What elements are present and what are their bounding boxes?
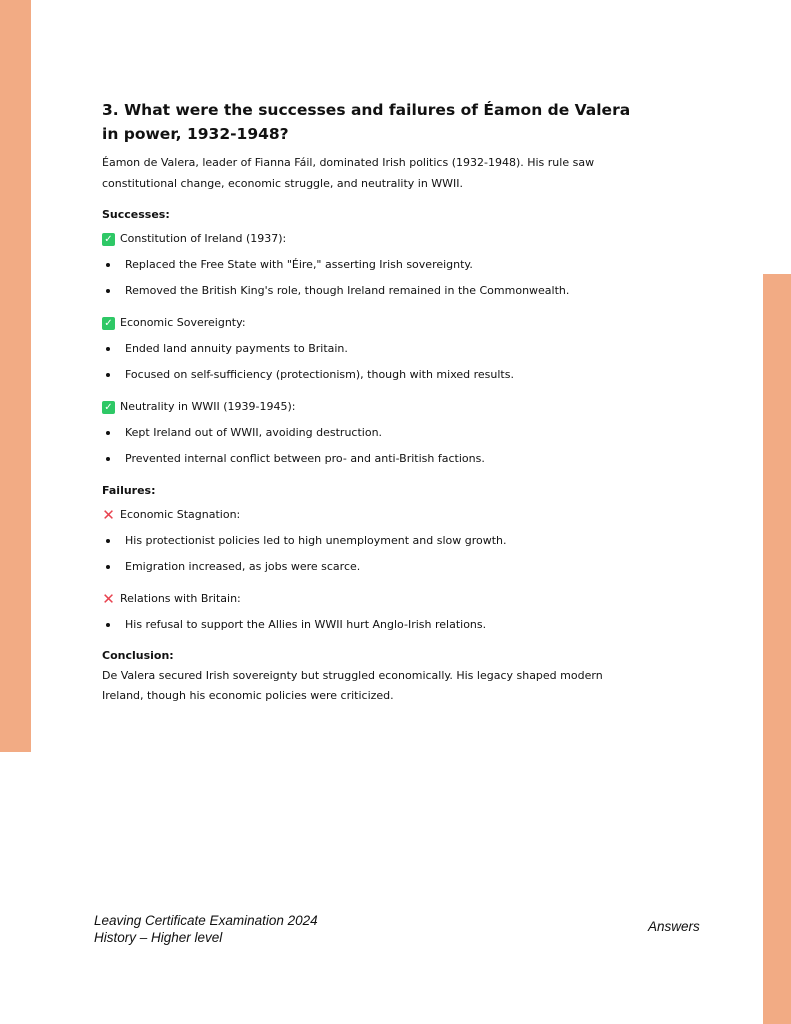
- success-item-header: [102, 312, 642, 334]
- footer-exam-line: Leaving Certificate Examination 2024: [94, 913, 318, 928]
- bullet-list: [102, 252, 642, 304]
- question-title: 3. What were the successes and failures of Éamon de Valera in power, 1932-1948?: [102, 101, 631, 143]
- bullet-list: [102, 336, 642, 388]
- list-item: Ended land annuity payments to Britain.: [102, 336, 642, 362]
- right-accent-bar: [763, 274, 791, 1024]
- footer-level-line: History – Higher level: [94, 930, 223, 945]
- bullet-list: [102, 528, 642, 580]
- list-item: His refusal to support the Allies in WWII hurt Anglo-Irish relations.: [102, 612, 642, 638]
- conclusion-text: De Valera secured Irish sovereignty but struggled economically. His legacy shaped modern Ireland, though his economic policies were criticized.: [102, 669, 603, 702]
- list-item: Replaced the Free State with "Éire," asserting Irish sovereignty.: [102, 252, 642, 278]
- conclusion-heading: Conclusion:: [102, 649, 174, 662]
- check-mark-icon: ✓: [102, 233, 115, 246]
- success-item-header: [102, 396, 642, 418]
- successes-heading: Successes:: [102, 208, 170, 221]
- success-item: [102, 228, 642, 304]
- list-item: Kept Ireland out of WWII, avoiding destruction.: [102, 420, 642, 446]
- cross-mark-icon: ✕: [102, 589, 115, 608]
- intro-paragraph: Éamon de Valera, leader of Fianna Fáil, dominated Irish politics (1932-1948). His rule saw constitutional change, economic struggle, and neutrality in WWII.: [102, 156, 595, 190]
- cross-mark-icon: ✕: [102, 505, 115, 524]
- success-item: [102, 396, 642, 472]
- bullet-list: [102, 612, 642, 638]
- success-item-title: Neutrality in WWII (1939-1945):: [120, 400, 296, 413]
- check-mark-icon: ✓: [102, 317, 115, 330]
- success-item: [102, 312, 642, 388]
- success-item-title: Economic Sovereignty:: [120, 316, 246, 329]
- left-accent-bar: [0, 0, 31, 752]
- list-item: Emigration increased, as jobs were scarce.: [102, 554, 642, 580]
- bullet-list: [102, 420, 642, 472]
- failure-item-header: [102, 588, 642, 610]
- footer-answers-label: Answers: [648, 919, 700, 934]
- list-item: His protectionist policies led to high unemployment and slow growth.: [102, 528, 642, 554]
- answer-content: [102, 98, 642, 706]
- list-item: Removed the British King's role, though Ireland remained in the Commonwealth.: [102, 278, 642, 304]
- success-item-title: Constitution of Ireland (1937):: [120, 232, 287, 245]
- footer-exam-info: [94, 912, 318, 946]
- list-item: Focused on self-sufficiency (protectionism), though with mixed results.: [102, 362, 642, 388]
- failures-heading: Failures:: [102, 484, 156, 497]
- success-item-header: [102, 228, 642, 250]
- failure-item-header: [102, 504, 642, 526]
- check-mark-icon: ✓: [102, 401, 115, 414]
- list-item: Prevented internal conflict between pro- and anti-British factions.: [102, 446, 642, 472]
- failure-item: [102, 504, 642, 580]
- failure-item-title: Economic Stagnation:: [120, 508, 241, 521]
- failure-item-title: Relations with Britain:: [120, 592, 241, 605]
- failure-item: [102, 588, 642, 638]
